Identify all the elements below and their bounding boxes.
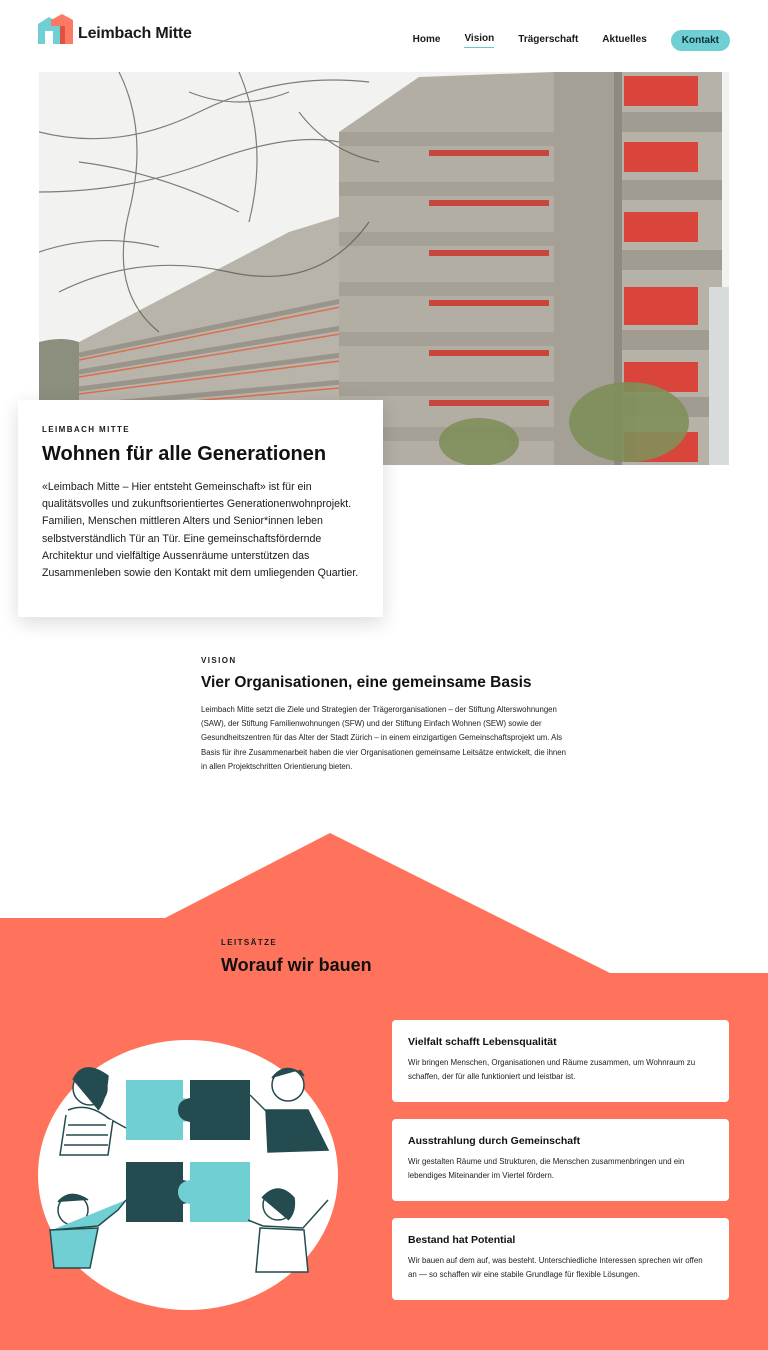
nav-item-aktuelles[interactable]: Aktuelles bbox=[602, 33, 647, 45]
intro-card bbox=[18, 400, 383, 617]
vision-text: Leimbach Mitte setzt die Ziele und Strategien der Trägerorganisationen – der Stiftung Alterswohnungen (SAW), der Stiftung Familienwohnungen (SFW) und der Stiftung Einfach Wohnen (SEW) sowie der Gesundheitszentren für das Alter der Stadt Zürich – in einem einzigartigen Gemeinschaftsprojekt um. Als Basis für ihre Zusammenarbeit haben die vier Organisationen gemeinsame Leitsätze entwickelt, die ihnen in allen Projektschritten Orientierung bieten. bbox=[201, 705, 566, 771]
leitsaetze-heading bbox=[221, 938, 372, 976]
puzzle-team-illustration bbox=[38, 1040, 338, 1310]
principle-title: Bestand hat Potential bbox=[408, 1234, 516, 1246]
leitsaetze-kicker: LEITSÄTZE bbox=[221, 938, 278, 947]
principle-title: Ausstrahlung durch Gemeinschaft bbox=[408, 1135, 581, 1147]
nav-item-home[interactable]: Home bbox=[412, 33, 441, 45]
principle-text: Wir bauen auf dem auf, was besteht. Unterschiedliche Interessen sprechen wir offen an — so schaffen wir eine stabile Grundlage für flexible Lösungen. bbox=[408, 1256, 703, 1279]
nav-item-traegerschaft[interactable]: Trägerschaft bbox=[518, 33, 579, 45]
intro-kicker: LEIMBACH MITTE bbox=[42, 425, 131, 434]
house-logo-icon bbox=[38, 14, 74, 44]
contact-button[interactable]: Kontakt bbox=[671, 30, 730, 51]
leitsaetze-title: Worauf wir bauen bbox=[221, 955, 372, 975]
site-header bbox=[0, 0, 768, 72]
nav-item-vision[interactable]: Vision bbox=[464, 33, 494, 48]
principle-card bbox=[392, 1119, 729, 1201]
principle-title: Vielfalt schafft Lebensqualität bbox=[408, 1036, 557, 1048]
principle-text: Wir gestalten Räume und Strukturen, die Menschen zusammenbringen und ein lebendiges Miteinander im Viertel fördern. bbox=[408, 1157, 685, 1180]
main-nav bbox=[389, 30, 730, 51]
principle-card bbox=[392, 1020, 729, 1102]
intro-title: Wohnen für alle Generationen bbox=[42, 443, 327, 465]
vision-title: Vier Organisationen, eine gemeinsame Basis bbox=[201, 674, 532, 691]
principle-card bbox=[392, 1218, 729, 1300]
logo-text: Leimbach Mitte bbox=[78, 25, 192, 42]
vision-kicker: VISION bbox=[201, 656, 237, 665]
intro-text: «Leimbach Mitte – Hier entsteht Gemeinschaft» ist für ein qualitätsvolles und zukunftsorientiertes Generationenwohnprojekt. Familien, Menschen mittleren Alters und Senior*innen leben selbstverständlich Tür an Tür. Eine gemeinschaftsfördernde Architektur und vielfältige Aussenräume unterstützen das Zusammenleben sowie den Kontakt mit dem umliegenden Quartier. bbox=[42, 481, 359, 580]
vision-section bbox=[201, 656, 571, 774]
principle-text: Wir bringen Menschen, Organisationen und Räume zusammen, um Wohnraum zu schaffen, der für alle funktioniert und leistbar ist. bbox=[408, 1058, 696, 1081]
logo[interactable] bbox=[38, 14, 192, 44]
